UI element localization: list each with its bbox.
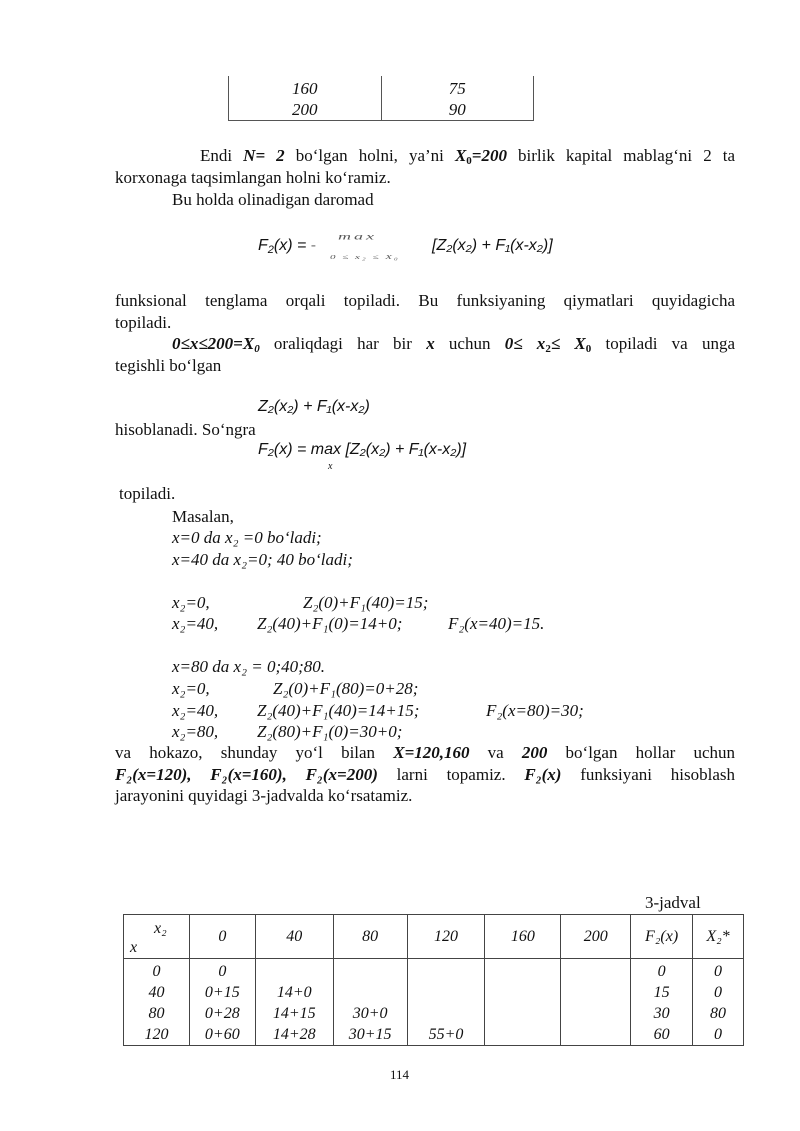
example-line: x₂=0, [172,679,210,698]
top-table [228,76,534,121]
example-line: F₂(x=80)=30; [486,701,584,720]
example-line: x=0 da x₂ =0 bo‘ladi; [172,528,322,547]
text: bo‘lgan hollar uchun [547,743,735,762]
cell-value: 160 [292,79,318,98]
cell-value: 0 [218,963,227,980]
cell-value: 0+15 [204,984,240,1001]
text: F₂(x) [524,765,562,784]
text: (x) = [273,237,311,254]
text: 0 [466,155,472,167]
paragraph-line: jarayonini quyidagi 3-jadvalda ko‘rsatamiz. [115,786,413,805]
cell-value: 14+0 [276,984,312,1001]
paragraph-line: korxonaga taqsimlangan holni ko‘ramiz. [115,168,391,187]
cell-value: 14+28 [272,1026,316,1043]
table-row [229,76,534,121]
table-column-cell [693,959,744,1046]
text: N= 2 [243,146,285,165]
column-header: 80 [333,915,407,959]
cell-value: 55+0 [428,1026,464,1043]
column-header: F₂(x) [631,915,693,959]
text: 200 [521,743,548,762]
text: x [426,334,435,353]
text: 0≤x≤200=X [172,334,255,353]
max-subscript: 0 ≤ x₂ ≤ X₀ [330,253,400,261]
example-line: Z₂(0)+F₁(40)=15; [303,593,429,612]
example-line: x₂=0, [172,593,210,612]
paragraph-line: funksional tenglama orqali topiladi. Bu funksiyaning qiymatlari quyidagicha [115,291,735,310]
cell-value: 0 [714,1026,723,1043]
column-header: 0 [189,915,255,959]
table-header-row [124,915,744,959]
paragraph-line: Bu holda olinadigan daromad [172,190,374,209]
paragraph-line [115,765,735,785]
table-row [124,959,744,1046]
text: 2 [267,244,274,256]
paragraph-line [172,334,735,354]
paragraph-line: tegishli bo‘lgan [115,356,222,375]
table-column-cell [255,959,333,1046]
cell-value: 0 [714,963,723,980]
table-column-cell [631,959,693,1046]
cell-value: 30+15 [348,1026,392,1043]
cell-value [408,1003,485,1024]
cell-value: 200 [292,100,318,119]
table-column-cell [124,959,190,1046]
paragraph-line [115,743,735,763]
cell-value: 30 [653,1005,670,1022]
corner-cell [124,915,190,959]
text: topiladi va unga [591,334,736,353]
example-line: x=80 da x₂ = 0;40;80. [172,657,326,676]
text: x [130,939,138,956]
text: 0 [585,343,592,355]
text: birlik kapital mablag‘ni 2 ta [506,146,736,165]
text: max [338,230,377,242]
column-header: 160 [485,915,561,959]
example-line: x=40 da x₂=0; 40 bo‘ladi; [172,550,353,569]
cell-value: 90 [448,100,466,119]
text: 0 [254,343,260,355]
text: 0≤ x [504,334,546,353]
cell-value: 0+60 [204,1026,240,1043]
cell-value [408,982,485,1003]
text: bo‘lgan holni, ya’ni [284,146,455,165]
text: funksiyani hisoblash [561,765,735,784]
example-line: Z₂(40)+F₁(40)=14+15; [257,701,420,720]
text: F₂(x=120), F₂(x=160), F₂(x=200) [115,765,378,784]
formula-subscript: x [328,461,333,472]
cell-value: 120 [144,1026,169,1043]
text: oraliqdagi har bir [259,334,427,353]
page-number: 114 [390,1067,410,1082]
text: va [469,743,522,762]
text: X [454,146,467,165]
cell-value: 40 [148,984,165,1001]
cell-value: 0 [152,963,161,980]
text: X=120,160 [393,743,470,762]
text: ≤ X [550,334,586,353]
column-header: X₂* [693,915,744,959]
cell-value: 60 [653,1026,670,1043]
formula: F₂(x) = max [Z₂(x₂) + F₁(x-x₂)] [258,441,467,458]
example-line: x₂=40, [172,614,219,633]
table-column-cell [407,959,485,1046]
cell-value: 15 [653,984,670,1001]
example-line: Z₂(80)+F₁(0)=30+0; [257,722,403,741]
example-line: x₂=80, [172,722,219,741]
text: x₂ [154,920,167,937]
example-line: Z₂(0)+F₁(80)=0+28; [273,679,419,698]
column-header: 200 [561,915,631,959]
cell-value: 0 [714,984,723,1001]
table-cell [229,76,382,121]
cell-value [408,961,485,982]
text: uchun [434,334,505,353]
paragraph-line: hisoblanadi. So‘ngra [115,420,256,439]
column-header: 120 [407,915,485,959]
paragraph-line: Masalan, [172,507,234,526]
table-column-cell [561,959,631,1046]
cell-value: 14+15 [272,1005,316,1022]
example-line: Z₂(40)+F₁(0)=14+0; [257,614,403,633]
table-column-cell [333,959,407,1046]
formula-rhs: [Z₂(x₂) + F₁(x-x₂)] [432,237,553,254]
cell-value: 0+28 [204,1005,240,1022]
table-cell [381,76,534,121]
table-column-cell [485,959,561,1046]
paragraph-line [200,146,735,166]
text: Endi [200,146,244,165]
example-line: F₂(x=40)=15. [448,614,545,633]
cell-value: 80 [148,1005,165,1022]
column-header: 40 [255,915,333,959]
paragraph-line: topiladi. [119,484,176,503]
formula: Z₂(x₂) + F₁(x-x₂) [258,398,370,415]
text: F [258,237,268,254]
cell-value: 75 [448,79,466,98]
paragraph-line: topiladi. [115,313,172,332]
table-caption: 3-jadval [645,893,701,912]
cell-value: 0 [657,963,666,980]
text: va hokazo, shunday yo‘l bilan [115,743,394,762]
text: 2 [545,343,551,355]
text: =200 [471,146,507,165]
cell-value: 30+0 [352,1005,388,1022]
cell-value: 80 [710,1005,727,1022]
cell-value [256,961,333,982]
formula-lhs: $F_2(x)$ = - [258,237,317,256]
text: larni topamiz. [377,765,525,784]
results-table [123,914,744,1046]
cell-value [334,961,407,982]
table-column-cell [189,959,255,1046]
cell-value [334,982,407,1003]
example-line: x₂=40, [172,701,219,720]
